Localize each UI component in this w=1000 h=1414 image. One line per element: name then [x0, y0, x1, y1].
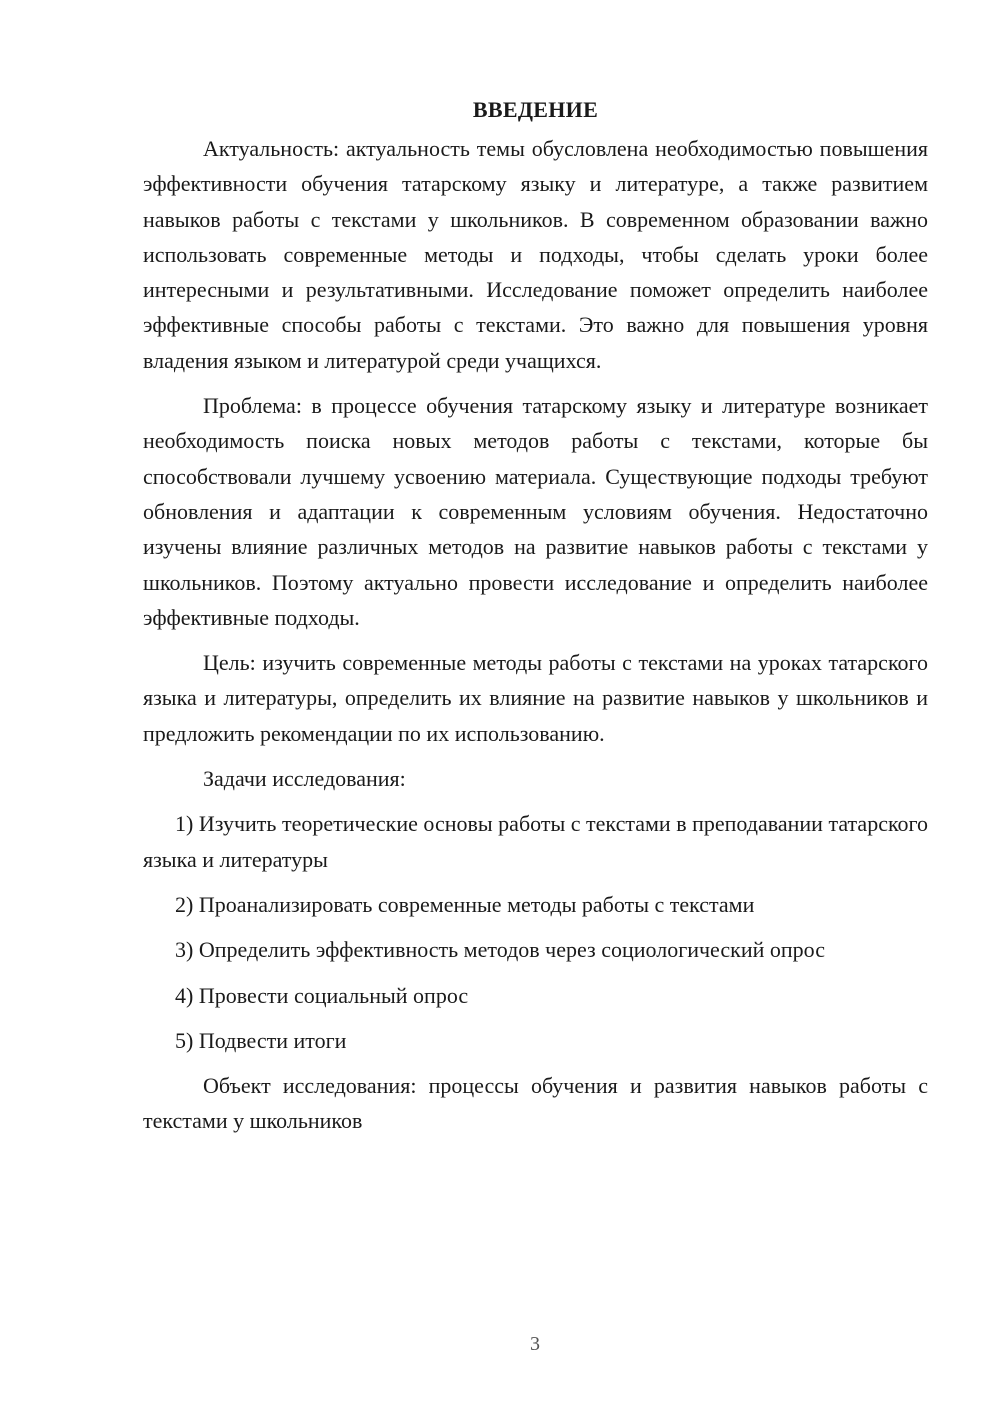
- document-page: [143, 92, 928, 1149]
- task-item: 4) Провести социальный опрос: [175, 982, 469, 1008]
- problem-paragraph: Проблема: в процессе обучения татарскому языку и литературе возникает необходимость поиска новых методов работы с текстами, которые бы способствовали лучшему усвоению материала. Существующие подходы требуют обновления и адаптации к современным условиям обучения. Недостаточно изучены влияние различных методов на развитие навыков работы с текстами у школьников. Поэтому актуально провести исследование и определить наиболее эффективные подходы.: [143, 393, 928, 630]
- object-paragraph: Объект исследования: процессы обучения и развития навыков работы с текстами у школьников: [143, 1073, 928, 1134]
- task-item: 2) Проанализировать современные методы работы с текстами: [175, 891, 755, 917]
- task-item: 3) Определить эффективность методов через социологический опрос: [175, 937, 825, 963]
- task-item: 1) Изучить теоретические основы работы с текстами в преподавании татарского языка и литературы: [143, 811, 928, 872]
- tasks-heading: Задачи исследования:: [203, 766, 406, 792]
- page-number: 3: [530, 1333, 540, 1355]
- page-title: ВВЕДЕНИЕ: [472, 97, 599, 122]
- relevance-paragraph: Актуальность: актуальность темы обусловлена необходимостью повышения эффективности обучения татарскому языку и литературе, а также развитием навыков работы с текстами у школьников. В современном образовании важно использовать современные методы и подходы, чтобы сделать уроки более интересными и результативными. Исследование поможет определить наиболее эффективные способы работы с текстами. Это важно для повышения уровня владения языком и литературой среди учащихся.: [143, 136, 928, 373]
- tasks-list: [143, 806, 928, 1058]
- task-item: 5) Подвести итоги: [175, 1027, 347, 1053]
- goal-paragraph: Цель: изучить современные методы работы с текстами на уроках татарского языка и литературы, определить их влияние на развитие навыков у школьников и предложить рекомендации по их использованию.: [143, 650, 928, 746]
